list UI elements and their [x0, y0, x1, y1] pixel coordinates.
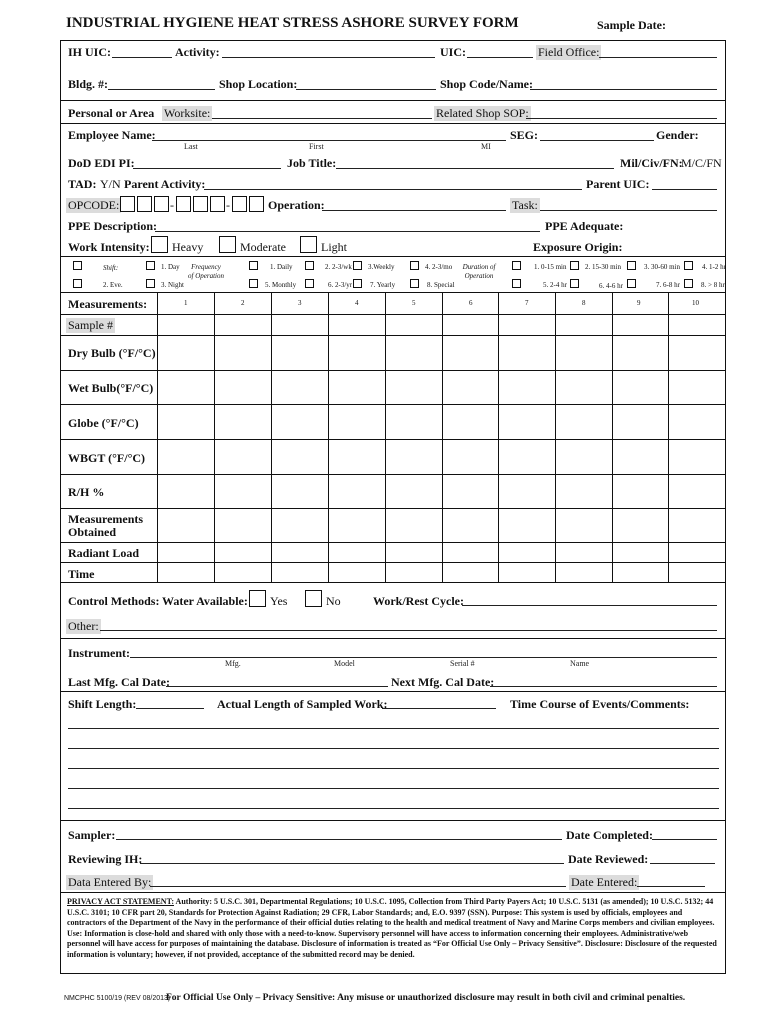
tad-label: TAD: [68, 177, 97, 191]
comments-line[interactable] [68, 728, 719, 729]
divider [60, 582, 726, 583]
mi-hint: MI [481, 142, 491, 151]
dur-15-30-checkbox[interactable] [570, 261, 579, 270]
water-no-checkbox[interactable] [305, 590, 322, 607]
bldg-field[interactable] [108, 89, 215, 90]
water-yes-label: Yes [270, 594, 288, 608]
time-course-label: Time Course of Events/Comments: [510, 697, 690, 711]
shop-code-field[interactable] [530, 89, 717, 90]
bldg-label: Bldg. #: [68, 77, 109, 91]
freq-2-3yr-checkbox[interactable] [305, 279, 314, 288]
comments-line[interactable] [68, 748, 719, 749]
date-entered-field[interactable] [637, 886, 705, 887]
task-label: Task: [512, 198, 538, 212]
date-completed-label: Date Completed: [566, 828, 653, 842]
divider [60, 100, 726, 101]
shift-length-field[interactable] [136, 708, 204, 709]
row-label-globe: Globe (°F/°C) [68, 416, 139, 430]
mil-civ-label: Mil/Civ/FN: [620, 156, 683, 170]
comments-line[interactable] [68, 768, 719, 769]
heavy-label: Heavy [172, 240, 204, 254]
dur-1-2-label: 4. 1-2 hr [702, 263, 726, 271]
tad-options[interactable]: Y/N [100, 177, 121, 191]
dur-2-4-label: 5. 2-4 hr [543, 281, 567, 289]
personal-or-area-label: Personal or Area [68, 106, 155, 120]
parent-activity-field[interactable] [204, 189, 582, 190]
freq-2-3yr-label: 6. 2-3/yr [328, 281, 353, 289]
freq-2-3mo-label: 4. 2-3/mo [425, 263, 453, 271]
name-hint: Name [570, 659, 590, 668]
shift-length-label: Shift Length: [68, 697, 137, 711]
divider [60, 256, 726, 257]
dur-4-6-checkbox[interactable] [570, 279, 579, 288]
shop-location-field[interactable] [296, 89, 436, 90]
model-hint: Model [334, 659, 355, 668]
ih-uic-label: IH UIC: [68, 45, 112, 59]
next-cal-label: Next Mfg. Cal Date: [391, 675, 495, 689]
col-header: 7 [525, 299, 529, 307]
freq-2-3mo-checkbox[interactable] [410, 261, 419, 270]
ppe-description-label: PPE Description: [68, 219, 157, 233]
date-completed-field[interactable] [652, 839, 717, 840]
row-label-wet-bulb: Wet Bulb(°F/°C) [68, 381, 154, 395]
moderate-checkbox[interactable] [219, 236, 236, 253]
dur-1-2-checkbox[interactable] [684, 261, 693, 270]
row-label-wbgt: WBGT (°F/°C) [68, 451, 146, 465]
work-rest-field[interactable] [462, 605, 717, 606]
shift-label: Shift: [103, 264, 119, 272]
reviewing-ih-field[interactable] [140, 863, 564, 864]
col-header: 3 [298, 299, 302, 307]
water-no-label: No [326, 594, 341, 608]
form-title: INDUSTRIAL HYGIENE HEAT STRESS ASHORE SURVEY FORM [66, 15, 519, 31]
shift-day-label: 1. Day [161, 263, 180, 271]
shop-location-label: Shop Location: [219, 77, 298, 91]
dur-6-8-checkbox[interactable] [627, 279, 636, 288]
form-id: NMCPHC 5100/19 (REV 08/2013) [64, 995, 171, 1002]
next-cal-field[interactable] [490, 686, 717, 687]
worksite-label: Worksite: [164, 106, 211, 120]
actual-length-label: Actual Length of Sampled Work: [217, 697, 388, 711]
parent-activity-label: Parent Activity: [124, 177, 206, 191]
dur-30-60-checkbox[interactable] [627, 261, 636, 270]
divider [60, 820, 726, 821]
job-title-field[interactable] [336, 168, 614, 169]
water-available-label: Water Available: [162, 594, 248, 608]
dod-edi-field[interactable] [133, 168, 281, 169]
sample-date-label: Sample Date: [597, 18, 666, 32]
col-header: 5 [412, 299, 416, 307]
last-cal-label: Last Mfg. Cal Date: [68, 675, 170, 689]
dod-edi-label: DoD EDI PI: [68, 156, 135, 170]
light-checkbox[interactable] [300, 236, 317, 253]
last-hint: Last [184, 142, 198, 151]
related-sop-field[interactable] [526, 118, 717, 119]
worksite-field[interactable] [212, 118, 432, 119]
col-header: 2 [241, 299, 245, 307]
divider [60, 123, 726, 124]
shift-checkbox[interactable] [73, 261, 82, 270]
first-hint: First [309, 142, 324, 151]
dur-15-30-label: 2. 15-30 min [585, 263, 621, 271]
col-header: 9 [637, 299, 641, 307]
dur-0-15-label: 1. 0-15 min [534, 263, 567, 271]
light-label: Light [321, 240, 347, 254]
dur-4-6-label: 6. 4-6 hr [599, 282, 623, 290]
divider [60, 638, 726, 639]
actual-length-field[interactable] [382, 708, 496, 709]
job-title-label: Job Title: [287, 156, 337, 170]
heavy-checkbox[interactable] [151, 236, 168, 253]
privacy-heading: PRIVACY ACT STATEMENT: [67, 897, 174, 906]
related-sop-label: Related Shop SOP: [436, 106, 529, 120]
row-label-time: Time [68, 567, 95, 581]
control-methods-label: Control Methods: [68, 594, 160, 608]
col-header: 10 [692, 299, 699, 307]
row-label-measurements-obtained: Measurements Obtained [68, 512, 144, 539]
parent-uic-label: Parent UIC: [586, 177, 650, 191]
freq-yearly-checkbox[interactable] [353, 279, 362, 288]
field-office-field[interactable] [599, 57, 717, 58]
freq-weekly-checkbox[interactable] [353, 261, 362, 270]
ppe-description-field[interactable] [155, 231, 540, 232]
shift-eve-checkbox[interactable] [73, 279, 82, 288]
work-intensity-label: Work Intensity: [68, 240, 150, 254]
parent-uic-field[interactable] [652, 189, 717, 190]
privacy-statement [67, 897, 719, 960]
sampler-field[interactable] [116, 839, 562, 840]
employee-name-field[interactable] [152, 140, 506, 141]
uic-label: UIC: [440, 45, 466, 59]
row-label-dry-bulb: Dry Bulb (°F/°C) [68, 346, 156, 360]
freq-yearly-label: 7. Yearly [370, 281, 396, 289]
freq-monthly-checkbox[interactable] [249, 279, 258, 288]
ih-uic-field[interactable] [112, 57, 172, 58]
col-header: 1 [184, 299, 188, 307]
frequency-label: Frequency of Operation [188, 263, 224, 280]
employee-name-label: Employee Name: [68, 128, 156, 142]
data-entered-by-field[interactable] [150, 886, 566, 887]
operation-field[interactable] [322, 210, 506, 211]
water-yes-checkbox[interactable] [249, 590, 266, 607]
freq-2-3wk-label: 2. 2-3/wk [325, 263, 352, 271]
col-header: 8 [582, 299, 586, 307]
shift-day-checkbox[interactable] [146, 261, 155, 270]
freq-daily-checkbox[interactable] [249, 261, 258, 270]
operation-label: Operation: [268, 198, 325, 212]
field-office-label: Field Office: [538, 45, 600, 59]
reviewing-ih-label: Reviewing IH: [68, 852, 143, 866]
uic-field[interactable] [467, 57, 533, 58]
freq-daily-label: 1. Daily [270, 263, 293, 271]
col-header: 4 [355, 299, 359, 307]
row-label-rh: R/H % [68, 485, 105, 499]
data-entered-by-label: Data Entered By: [68, 875, 152, 889]
dur-30-60-label: 3. 30-60 min [644, 263, 680, 271]
work-rest-label: Work/Rest Cycle: [373, 594, 464, 608]
duration-label: Duration of Operation [462, 263, 496, 280]
dur-0-15-checkbox[interactable] [512, 261, 521, 270]
measurements-label: Measurements: [68, 297, 148, 311]
sampler-label: Sampler: [68, 828, 116, 842]
shift-night-label: 3. Night [161, 281, 184, 289]
footer-notice: For Official Use Only – Privacy Sensitive: Any misuse or unauthorized disclosure may result in both civil and criminal penalties. [166, 993, 686, 1003]
freq-special-label: 8. Special [427, 281, 455, 289]
freq-special-checkbox[interactable] [410, 279, 419, 288]
comments-line[interactable] [68, 808, 719, 809]
privacy-text: Authority: 5 U.S.C. 301, Departmental Regulations; 10 U.S.C. 1095, Collection from Third Party Payers Act; 10 U.S.C. 5131 (as amended); 10 U.S.C. 5132; 44 U.S.C. 3101; 10 CFR part 20, Standards for Protection Against Radiation; 29 CFR, Labor Standards; and, E.O. 9397 (SSN). Purpose: This system is used by officials, employees and contractors of the Department of the Navy in the performance of their official duties relating to the health and medical treatment of Navy and Marine Corps members and civilian employees. Use: Information is close-hold and shared with only those with a need-to-know. Supervisory personnel will have access to information concerning their employees. Administrative/web personnel will have access for purposes of maintaining the database. Disclosure of information is treated as “For Official Use Only – Privacy Sensitive”. Disclosure: Disclosure of the requested information is voluntary; however, if not provided, acceptance of the submitted record may be denied. [67, 897, 717, 959]
row-label-radiant-load: Radiant Load [68, 546, 140, 560]
col-header: 6 [469, 299, 473, 307]
exposure-origin-label: Exposure Origin: [533, 240, 623, 254]
activity-field[interactable] [222, 57, 435, 58]
other-field[interactable] [100, 630, 717, 631]
comments-line[interactable] [68, 788, 719, 789]
row-label-sample: Sample # [68, 318, 113, 332]
other-label: Other: [68, 619, 99, 633]
divider [60, 292, 726, 293]
mil-civ-options[interactable]: M/C/FN [681, 156, 722, 170]
mfg-hint: Mfg. [225, 659, 241, 668]
shop-code-label: Shop Code/Name: [440, 77, 534, 91]
divider [60, 691, 726, 692]
last-cal-field[interactable] [166, 686, 388, 687]
ppe-adequate-label: PPE Adequate: [545, 219, 624, 233]
task-field[interactable] [540, 210, 717, 211]
dur-over-8-label: 8. > 8 hr [701, 281, 725, 289]
moderate-label: Moderate [240, 240, 286, 254]
gender-label: Gender: [656, 128, 699, 142]
divider [60, 892, 726, 893]
instrument-label: Instrument: [68, 646, 130, 660]
date-entered-label: Date Entered: [571, 875, 638, 889]
shift-eve-label: 2. Eve. [103, 281, 123, 289]
seg-field[interactable] [540, 140, 654, 141]
shift-night-checkbox[interactable] [146, 279, 155, 288]
date-reviewed-field[interactable] [650, 863, 715, 864]
dur-2-4-checkbox[interactable] [512, 279, 521, 288]
date-reviewed-label: Date Reviewed: [568, 852, 649, 866]
serial-hint: Serial # [450, 659, 475, 668]
seg-label: SEG: [510, 128, 539, 142]
activity-label: Activity: [175, 45, 220, 59]
freq-monthly-label: 5. Monthly [265, 281, 297, 289]
dur-6-8-label: 7. 6-8 hr [656, 281, 680, 289]
instrument-field[interactable] [130, 657, 717, 658]
freq-weekly-label: 3.Weekly [368, 263, 395, 271]
dur-over-8-checkbox[interactable] [684, 279, 693, 288]
freq-2-3wk-checkbox[interactable] [305, 261, 314, 270]
opcode-label: OPCODE: [68, 198, 120, 212]
